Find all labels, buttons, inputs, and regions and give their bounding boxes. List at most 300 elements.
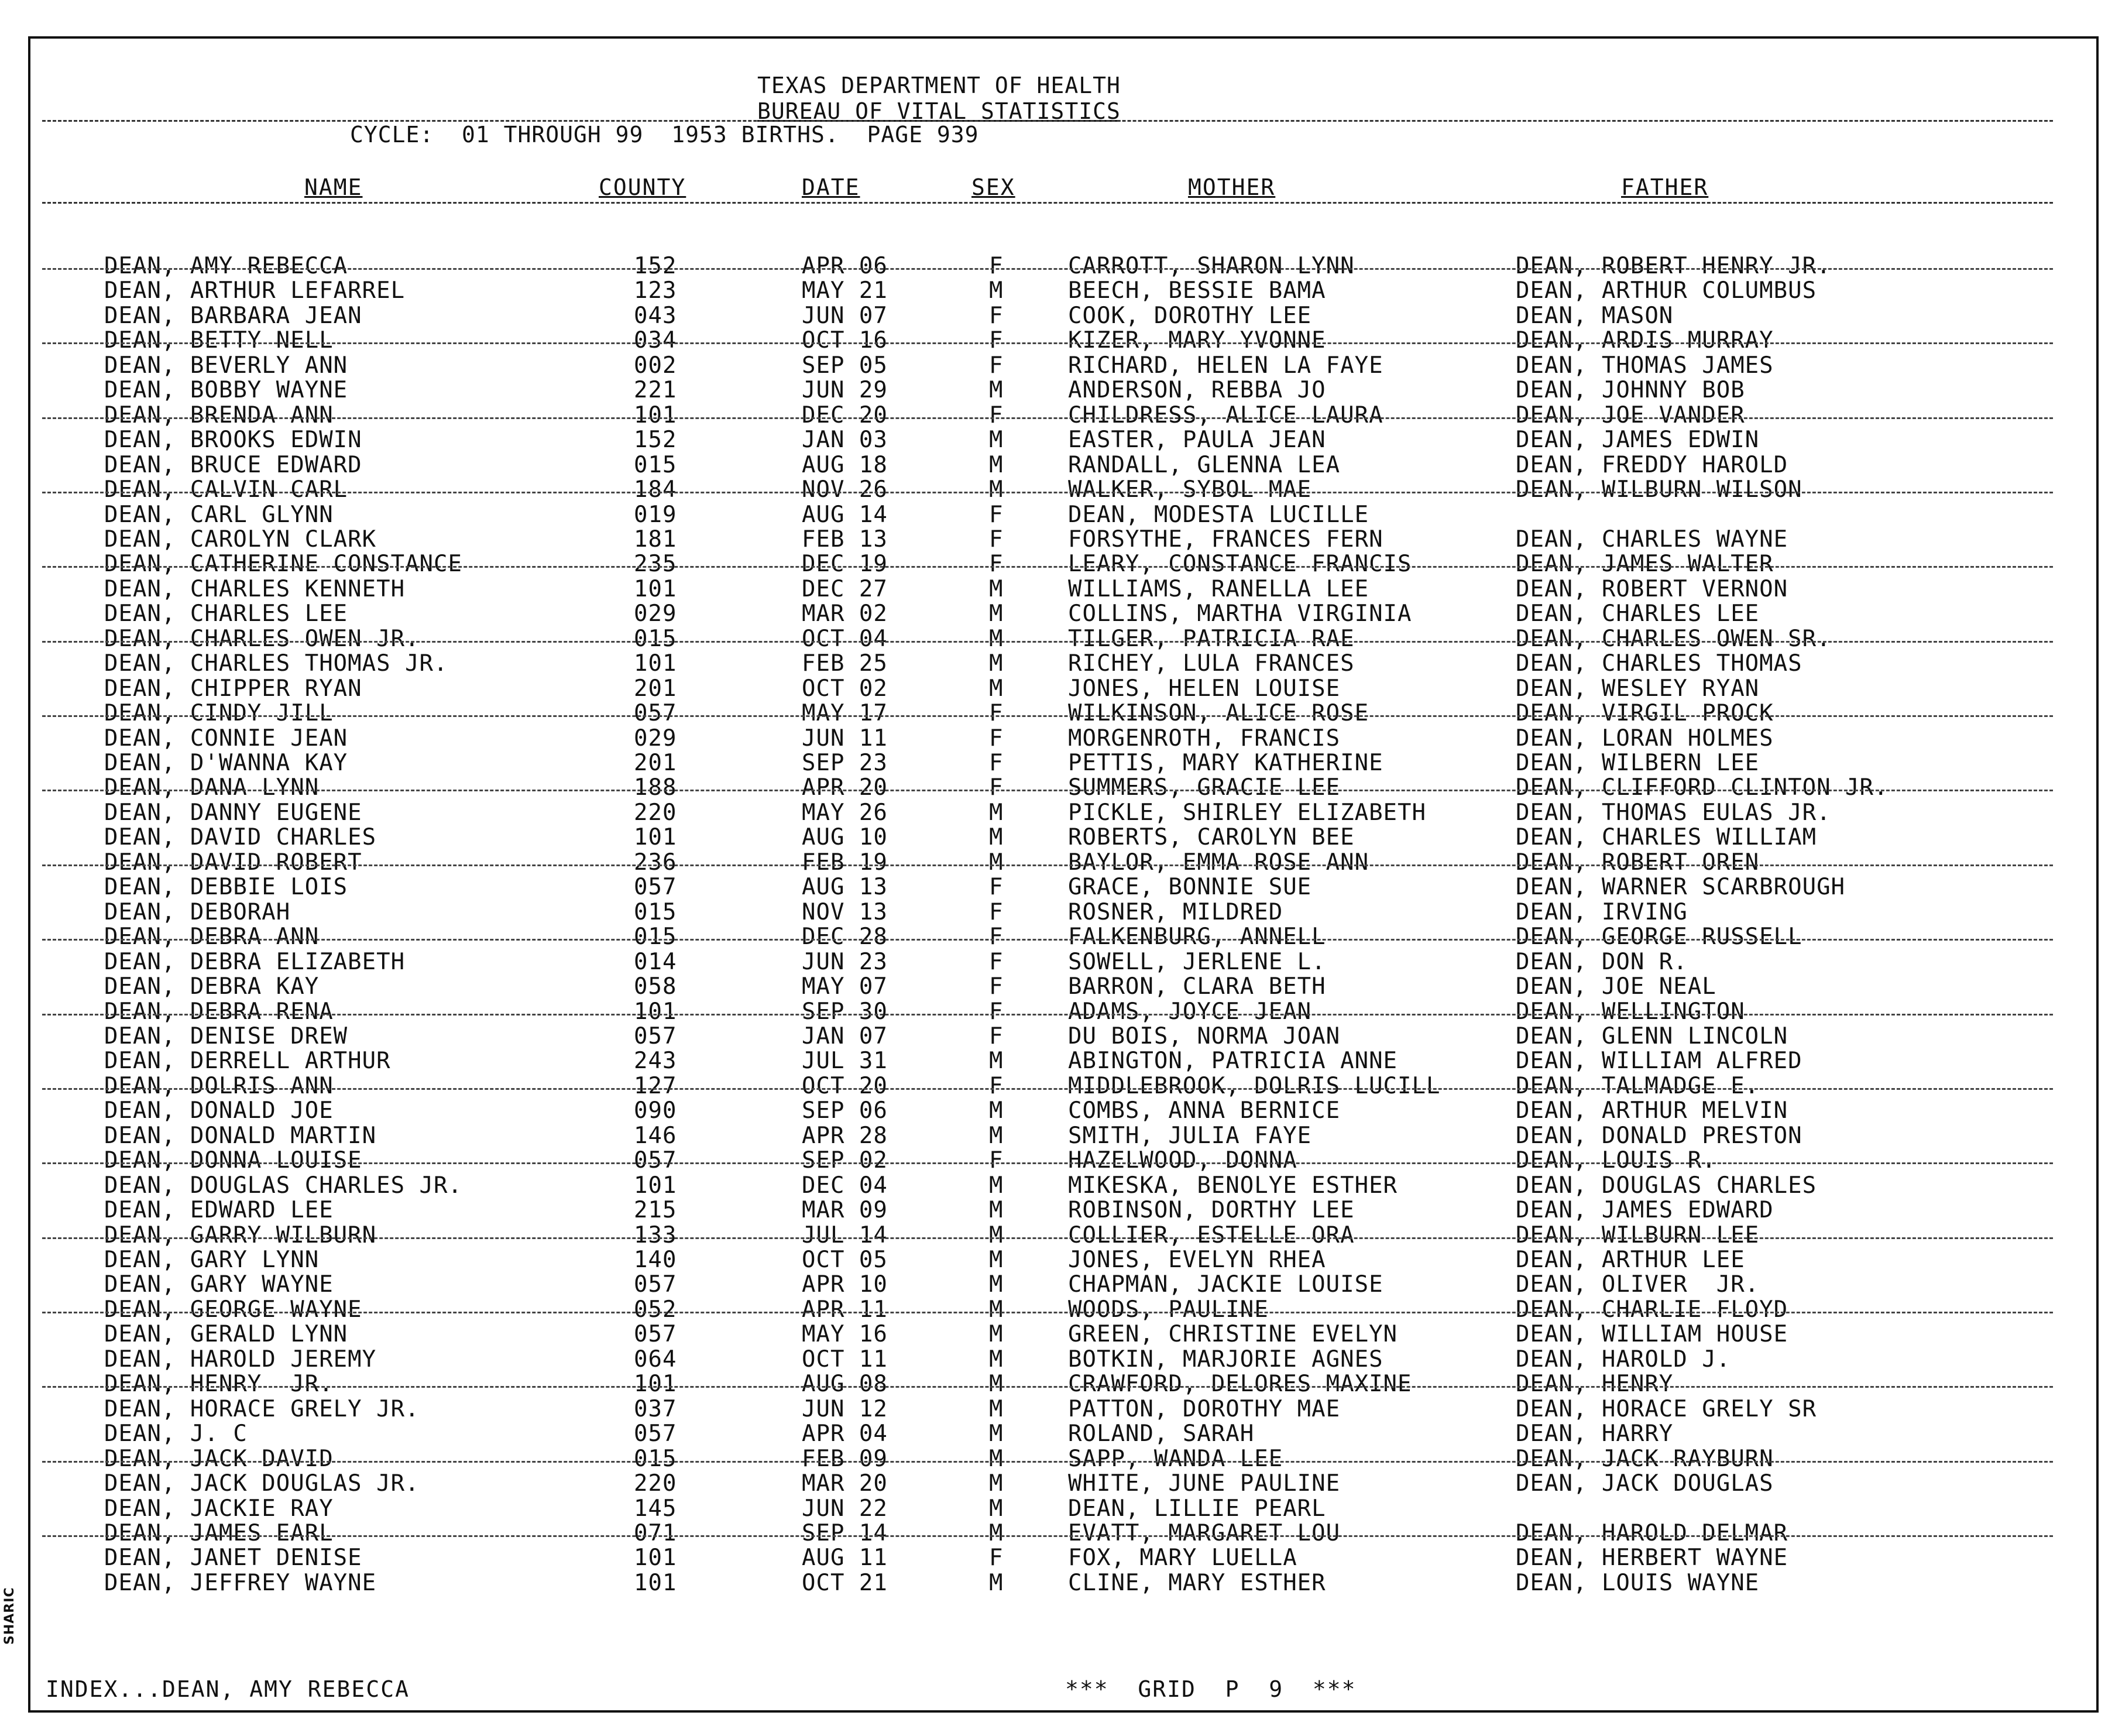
cell-father: DEAN, WILBURN LEE (1516, 1222, 1760, 1248)
cell-father: DEAN, JACK DOUGLAS (1516, 1470, 1774, 1497)
cell-mother: MORGENROTH, FRANCIS (1068, 725, 1341, 752)
cell-mother: COOK, DOROTHY LEE (1068, 302, 1312, 329)
cell-sex: F (989, 750, 1004, 776)
cell-county: 152 (634, 253, 677, 279)
table-row (0, 1520, 2115, 1545)
cell-mother: FOX, MARY LUELLA (1068, 1545, 1297, 1572)
cell-sex: F (989, 253, 1004, 279)
cell-mother: GREEN, CHRISTINE EVELYN (1068, 1321, 1398, 1348)
table-row (0, 476, 2115, 501)
cell-county: 015 (634, 898, 677, 925)
cell-name: DEAN, HORACE GRELY JR. (104, 1395, 420, 1422)
table-row (0, 402, 2115, 427)
table-row (0, 452, 2115, 476)
table-row (0, 1197, 2115, 1222)
table-row (0, 526, 2115, 551)
footer-grid: *** GRID P 9 *** (1065, 1676, 1357, 1702)
cell-sex: M (989, 1048, 1004, 1075)
cell-county: 101 (634, 575, 677, 602)
cell-father: DEAN, DONALD PRESTON (1516, 1122, 1802, 1149)
cell-father: DEAN, ROBERT HENRY JR. (1516, 253, 1831, 279)
table-row (0, 352, 2115, 377)
cell-sex: M (989, 824, 1004, 851)
cell-mother: WHITE, JUNE PAULINE (1068, 1470, 1341, 1497)
cell-sex: M (989, 650, 1004, 677)
cell-sex: F (989, 725, 1004, 752)
cell-sex: M (989, 1346, 1004, 1373)
cell-sex: M (989, 1569, 1004, 1596)
cell-name: DEAN, CATHERINE CONSTANCE (104, 551, 462, 578)
cell-mother: ROBINSON, DORTHY LEE (1068, 1197, 1355, 1224)
cell-date: SEP 14 (802, 1519, 888, 1546)
cell-father: DEAN, HARRY (1516, 1421, 1674, 1447)
cell-name: DEAN, BRENDA ANN (104, 402, 334, 428)
cell-county: 146 (634, 1122, 677, 1149)
cell-mother: CHILDRESS, ALICE LAURA (1068, 402, 1383, 428)
cell-mother: BOTKIN, MARJORIE AGNES (1068, 1346, 1383, 1373)
cell-father: DEAN, ARTHUR MELVIN (1516, 1097, 1788, 1124)
cell-name: DEAN, JAMES EARL (104, 1519, 334, 1546)
cell-name: DEAN, GARRY WILBURN (104, 1222, 377, 1248)
cell-sex: M (989, 1421, 1004, 1447)
cell-sex: F (989, 302, 1004, 329)
cell-date: DEC 28 (802, 924, 888, 951)
cell-father: DEAN, ROBERT OREN (1516, 849, 1760, 876)
cell-mother: ROSNER, MILDRED (1068, 898, 1283, 925)
cell-father: DEAN, WILBURN WILSON (1516, 476, 1802, 503)
cell-father: DEAN, JOHNNY BOB (1516, 377, 1745, 404)
cell-date: OCT 11 (802, 1346, 888, 1373)
cell-father: DEAN, LOUIS WAYNE (1516, 1569, 1760, 1596)
cell-name: DEAN, JANET DENISE (104, 1545, 362, 1572)
cell-sex: M (989, 1247, 1004, 1273)
cell-date: AUG 10 (802, 824, 888, 851)
cell-father: DEAN, LOUIS R. (1516, 1147, 1716, 1174)
cell-mother: RANDALL, GLENNA LEA (1068, 451, 1341, 478)
cell-name: DEAN, DAVID ROBERT (104, 849, 362, 876)
cell-date: APR 10 (802, 1271, 888, 1298)
table-row (0, 1271, 2115, 1296)
cell-county: 101 (634, 402, 677, 428)
cell-county: 057 (634, 1147, 677, 1174)
cell-date: AUG 14 (802, 501, 888, 528)
cell-date: FEB 09 (802, 1445, 888, 1472)
cell-date: JUN 22 (802, 1495, 888, 1522)
table-row (0, 824, 2115, 849)
cell-sex: F (989, 402, 1004, 428)
column-header-mother: MOTHER (1188, 174, 1276, 200)
column-header-date: DATE (802, 174, 860, 200)
table-row (0, 551, 2115, 578)
table-row (0, 303, 2115, 327)
cell-mother: CLINE, MARY ESTHER (1068, 1569, 1326, 1596)
cell-sex: M (989, 575, 1004, 602)
cell-sex: F (989, 352, 1004, 379)
cell-date: FEB 19 (802, 849, 888, 876)
cell-sex: F (989, 1023, 1004, 1049)
cell-name: DEAN, CHARLES OWEN JR. (104, 625, 420, 652)
cell-father: DEAN, THOMAS JAMES (1516, 352, 1774, 379)
cell-sex: F (989, 501, 1004, 528)
cell-name: DEAN, HENRY JR. (104, 1371, 334, 1398)
cell-name: DEAN, DANNY EUGENE (104, 799, 362, 826)
cell-father: DEAN, ARDIS MURRAY (1516, 327, 1774, 354)
cell-name: DEAN, BRUCE EDWARD (104, 451, 362, 478)
cell-mother: FALKENBURG, ANNELL (1068, 924, 1326, 951)
cell-father: DEAN, WARNER SCARBROUGH (1516, 874, 1846, 901)
cell-name: DEAN, DEBBIE LOIS (104, 874, 348, 901)
cell-mother: PATTON, DOROTHY MAE (1068, 1395, 1341, 1422)
cell-county: 215 (634, 1197, 677, 1224)
cell-father: DEAN, HAROLD J. (1516, 1346, 1731, 1373)
cell-father: DEAN, HERBERT WAYNE (1516, 1545, 1788, 1572)
table-row (0, 924, 2115, 951)
cell-county: 064 (634, 1346, 677, 1373)
cell-date: OCT 02 (802, 675, 888, 702)
cell-name: DEAN, CONNIE JEAN (104, 725, 348, 752)
header-divider (42, 120, 2053, 122)
cell-county: 014 (634, 948, 677, 975)
table-row (0, 949, 2115, 973)
cell-date: FEB 13 (802, 526, 888, 553)
cell-mother: DU BOIS, NORMA JOAN (1068, 1023, 1341, 1049)
cell-name: DEAN, CHARLES LEE (104, 601, 348, 627)
cell-name: DEAN, CALVIN CARL (104, 476, 348, 503)
table-row (0, 1346, 2115, 1371)
table-row (0, 1545, 2115, 1572)
cell-county: 243 (634, 1048, 677, 1075)
cell-father: DEAN, CHARLES LEE (1516, 601, 1760, 627)
cell-date: FEB 25 (802, 650, 888, 677)
cell-name: DEAN, EDWARD LEE (104, 1197, 334, 1224)
cell-father: DEAN, IRVING (1516, 898, 1688, 925)
cell-county: 071 (634, 1519, 677, 1546)
cell-name: DEAN, CAROLYN CLARK (104, 526, 377, 553)
cell-county: 235 (634, 551, 677, 578)
cell-father: DEAN, CHARLIE FLOYD (1516, 1296, 1788, 1323)
cell-date: MAR 09 (802, 1197, 888, 1224)
table-row (0, 601, 2115, 625)
cell-mother: LEARY, CONSTANCE FRANCIS (1068, 551, 1412, 578)
cell-mother: SAPP, WANDA LEE (1068, 1445, 1283, 1472)
cell-name: DEAN, J. C (104, 1421, 248, 1447)
cell-father: DEAN, VIRGIL PROCK (1516, 700, 1774, 727)
cell-father: DEAN, JOE NEAL (1516, 973, 1716, 1000)
cell-sex: M (989, 601, 1004, 627)
table-row (0, 1321, 2115, 1346)
column-header-divider (42, 202, 2053, 204)
cell-name: DEAN, DEBORAH (104, 898, 291, 925)
cell-date: SEP 05 (802, 352, 888, 379)
table-row (0, 1023, 2115, 1048)
cell-name: DEAN, BARBARA JEAN (104, 302, 362, 329)
cell-mother: EASTER, PAULA JEAN (1068, 427, 1326, 454)
cell-mother: ADAMS, JOYCE JEAN (1068, 998, 1312, 1025)
table-row (0, 650, 2115, 675)
cell-date: OCT 16 (802, 327, 888, 354)
cell-father: DEAN, WELLINGTON (1516, 998, 1745, 1025)
cell-sex: F (989, 327, 1004, 354)
cell-name: DEAN, CHARLES KENNETH (104, 575, 406, 602)
cell-mother: ABINGTON, PATRICIA ANNE (1068, 1048, 1398, 1075)
table-row (0, 377, 2115, 402)
column-header-county: COUNTY (599, 174, 686, 200)
cell-county: 152 (634, 427, 677, 454)
cell-name: DEAN, CHARLES THOMAS JR. (104, 650, 448, 677)
table-row (0, 1446, 2115, 1470)
table-row (0, 277, 2115, 302)
cell-sex: M (989, 1097, 1004, 1124)
cell-father: DEAN, WILLIAM HOUSE (1516, 1321, 1788, 1348)
table-row (0, 502, 2115, 526)
cell-name: DEAN, CHIPPER RYAN (104, 675, 362, 702)
cell-name: DEAN, DEBRA ELIZABETH (104, 948, 406, 975)
table-row (0, 800, 2115, 824)
cell-county: 127 (634, 1072, 677, 1099)
header-line-2: BUREAU OF VITAL STATISTICS (757, 98, 1121, 124)
table-row (0, 1073, 2115, 1097)
cell-mother: FORSYTHE, FRANCES FERN (1068, 526, 1383, 553)
cell-date: APR 11 (802, 1296, 888, 1323)
cell-date: MAY 17 (802, 700, 888, 727)
cell-sex: F (989, 973, 1004, 1000)
cell-name: DEAN, JACK DOUGLAS JR. (104, 1470, 420, 1497)
cell-sex: M (989, 476, 1004, 503)
cell-date: MAR 20 (802, 1470, 888, 1497)
cell-date: MAY 07 (802, 973, 888, 1000)
cell-sex: F (989, 948, 1004, 975)
cell-county: 052 (634, 1296, 677, 1323)
cell-father: DEAN, HAROLD DELMAR (1516, 1519, 1788, 1546)
table-row (0, 774, 2115, 799)
table-row (0, 1570, 2115, 1594)
cell-mother: RICHARD, HELEN LA FAYE (1068, 352, 1383, 379)
cell-father: DEAN, TALMADGE E. (1516, 1072, 1760, 1099)
cell-date: AUG 08 (802, 1371, 888, 1398)
cell-date: MAY 21 (802, 277, 888, 304)
cell-father: DEAN, FREDDY HAROLD (1516, 451, 1788, 478)
cell-name: DEAN, AMY REBECCA (104, 253, 348, 279)
cell-county: 101 (634, 824, 677, 851)
cell-date: OCT 21 (802, 1569, 888, 1596)
cell-father: DEAN, THOMAS EULAS JR. (1516, 799, 1831, 826)
table-row (0, 626, 2115, 650)
cell-date: DEC 04 (802, 1172, 888, 1199)
cell-sex: F (989, 998, 1004, 1025)
cell-father: DEAN, ROBERT VERNON (1516, 575, 1788, 602)
cell-mother: CHAPMAN, JACKIE LOUISE (1068, 1271, 1383, 1298)
cell-name: DEAN, DOUGLAS CHARLES JR. (104, 1172, 462, 1199)
table-row (0, 1396, 2115, 1421)
table-row (0, 1470, 2115, 1495)
table-row (0, 973, 2115, 998)
cell-county: 043 (634, 302, 677, 329)
cell-name: DEAN, GARY LYNN (104, 1247, 320, 1273)
cell-sex: M (989, 377, 1004, 404)
cell-mother: MIDDLEBROOK, DOLRIS LUCILL (1068, 1072, 1441, 1099)
cell-sex: M (989, 1495, 1004, 1522)
cell-county: 015 (634, 924, 677, 951)
cell-father: DEAN, GLENN LINCOLN (1516, 1023, 1788, 1049)
cell-date: DEC 20 (802, 402, 888, 428)
header-line-1: TEXAS DEPARTMENT OF HEALTH (757, 73, 1121, 98)
cell-county: 145 (634, 1495, 677, 1522)
cycle-line: CYCLE: 01 THROUGH 99 1953 BIRTHS. PAGE 939 (350, 122, 979, 147)
cell-sex: M (989, 1271, 1004, 1298)
cell-mother: PETTIS, MARY KATHERINE (1068, 750, 1383, 776)
cell-name: DEAN, HAROLD JEREMY (104, 1346, 377, 1373)
table-row (0, 327, 2115, 352)
cell-name: DEAN, DEBRA KAY (104, 973, 320, 1000)
cell-county: 201 (634, 750, 677, 776)
table-row (0, 725, 2115, 750)
cell-mother: SMITH, JULIA FAYE (1068, 1122, 1312, 1149)
cell-county: 123 (634, 277, 677, 304)
cell-father: DEAN, CHARLES OWEN SR. (1516, 625, 1831, 652)
cell-county: 184 (634, 476, 677, 503)
cell-father: DEAN, CHARLES THOMAS (1516, 650, 1802, 677)
cell-county: 029 (634, 601, 677, 627)
cell-county: 188 (634, 774, 677, 801)
table-row (0, 675, 2115, 700)
table-row (0, 1172, 2115, 1197)
cell-date: MAY 16 (802, 1321, 888, 1348)
cell-date: SEP 30 (802, 998, 888, 1025)
cell-county: 201 (634, 675, 677, 702)
table-row (0, 750, 2115, 774)
cell-mother: DEAN, MODESTA LUCILLE (1068, 501, 1369, 528)
cell-date: APR 04 (802, 1421, 888, 1447)
cell-sex: F (989, 898, 1004, 925)
cell-mother: COLLIER, ESTELLE ORA (1068, 1222, 1355, 1248)
cell-county: 220 (634, 1470, 677, 1497)
cell-county: 101 (634, 998, 677, 1025)
cell-mother: SUMMERS, GRACIE LEE (1068, 774, 1341, 801)
cell-father: DEAN, JACK RAYBURN (1516, 1445, 1774, 1472)
cell-date: JUN 12 (802, 1395, 888, 1422)
cell-father: DEAN, GEORGE RUSSELL (1516, 924, 1802, 951)
cell-date: JUN 07 (802, 302, 888, 329)
cell-father: DEAN, WILLIAM ALFRED (1516, 1048, 1802, 1075)
column-header-father: FATHER (1621, 174, 1709, 200)
cell-county: 236 (634, 849, 677, 876)
cell-county: 057 (634, 874, 677, 901)
cell-sex: F (989, 700, 1004, 727)
table-row (0, 1296, 2115, 1321)
cell-county: 221 (634, 377, 677, 404)
cell-sex: M (989, 1395, 1004, 1422)
cell-mother: DEAN, LILLIE PEARL (1068, 1495, 1326, 1522)
cell-sex: M (989, 675, 1004, 702)
cell-father: DEAN, MASON (1516, 302, 1674, 329)
cell-name: DEAN, DANA LYNN (104, 774, 320, 801)
cell-date: OCT 20 (802, 1072, 888, 1099)
cell-name: DEAN, DONALD MARTIN (104, 1122, 377, 1149)
table-row (0, 1421, 2115, 1445)
cell-date: APR 20 (802, 774, 888, 801)
cell-sex: M (989, 1321, 1004, 1348)
cell-mother: ANDERSON, REBBA JO (1068, 377, 1326, 404)
cell-sex: F (989, 551, 1004, 578)
cell-father: DEAN, HORACE GRELY SR (1516, 1395, 1817, 1422)
cell-father: DEAN, DON R. (1516, 948, 1688, 975)
cell-name: DEAN, CINDY JILL (104, 700, 334, 727)
cell-county: 002 (634, 352, 677, 379)
cell-name: DEAN, BROOKS EDWIN (104, 427, 362, 454)
table-row (0, 874, 2115, 901)
cell-sex: M (989, 1470, 1004, 1497)
cell-mother: WOODS, PAULINE (1068, 1296, 1269, 1323)
cell-mother: ROLAND, SARAH (1068, 1421, 1255, 1447)
cell-date: MAR 02 (802, 601, 888, 627)
table-row (0, 1247, 2115, 1271)
cell-sex: M (989, 427, 1004, 454)
table-row (0, 1048, 2115, 1075)
cell-sex: M (989, 1371, 1004, 1398)
cell-mother: SOWELL, JERLENE L. (1068, 948, 1326, 975)
cell-father: DEAN, LORAN HOLMES (1516, 725, 1774, 752)
cell-mother: COMBS, ANNA BERNICE (1068, 1097, 1341, 1124)
table-row (0, 999, 2115, 1023)
cell-name: DEAN, DOLRIS ANN (104, 1072, 334, 1099)
cell-mother: BEECH, BESSIE BAMA (1068, 277, 1326, 304)
table-row (0, 1147, 2115, 1172)
cell-mother: PICKLE, SHIRLEY ELIZABETH (1068, 799, 1426, 826)
cell-county: 034 (634, 327, 677, 354)
cell-mother: WALKER, SYBOL MAE (1068, 476, 1312, 503)
cell-name: DEAN, CARL GLYNN (104, 501, 334, 528)
cell-father: DEAN, CHARLES WAYNE (1516, 526, 1788, 553)
cell-date: APR 28 (802, 1122, 888, 1149)
cell-mother: WILLIAMS, RANELLA LEE (1068, 575, 1369, 602)
cell-mother: CRAWFORD, DELORES MAXINE (1068, 1371, 1412, 1398)
cell-sex: M (989, 799, 1004, 826)
cell-father: DEAN, WILBERN LEE (1516, 750, 1760, 776)
cell-date: NOV 26 (802, 476, 888, 503)
cell-name: DEAN, ARTHUR LEFARREL (104, 277, 406, 304)
cell-name: DEAN, D'WANNA KAY (104, 750, 348, 776)
cell-sex: F (989, 526, 1004, 553)
cell-county: 015 (634, 451, 677, 478)
cell-county: 029 (634, 725, 677, 752)
cell-sex: F (989, 1072, 1004, 1099)
cell-mother: TILGER, PATRICIA RAE (1068, 625, 1355, 652)
cell-mother: CARROTT, SHARON LYNN (1068, 253, 1355, 279)
cell-name: DEAN, BETTY NELL (104, 327, 334, 354)
cell-date: SEP 23 (802, 750, 888, 776)
cell-date: NOV 13 (802, 898, 888, 925)
cell-county: 133 (634, 1222, 677, 1248)
table-row (0, 253, 2115, 277)
cell-county: 015 (634, 1445, 677, 1472)
cell-date: JUL 14 (802, 1222, 888, 1248)
cell-sex: F (989, 1147, 1004, 1174)
cell-father: DEAN, JAMES WALTER (1516, 551, 1774, 578)
table-row (0, 849, 2115, 874)
cell-mother: BAYLOR, EMMA ROSE ANN (1068, 849, 1369, 876)
cell-name: DEAN, JEFFREY WAYNE (104, 1569, 377, 1596)
footer-index: INDEX...DEAN, AMY REBECCA (46, 1676, 410, 1702)
cell-father: DEAN, ARTHUR LEE (1516, 1247, 1745, 1273)
cell-county: 181 (634, 526, 677, 553)
cell-sex: F (989, 774, 1004, 801)
cell-sex: F (989, 1545, 1004, 1572)
table-row (0, 427, 2115, 454)
cell-father: DEAN, CLIFFORD CLINTON JR. (1516, 774, 1889, 801)
cell-county: 090 (634, 1097, 677, 1124)
cell-date: JAN 03 (802, 427, 888, 454)
cell-date: AUG 11 (802, 1545, 888, 1572)
